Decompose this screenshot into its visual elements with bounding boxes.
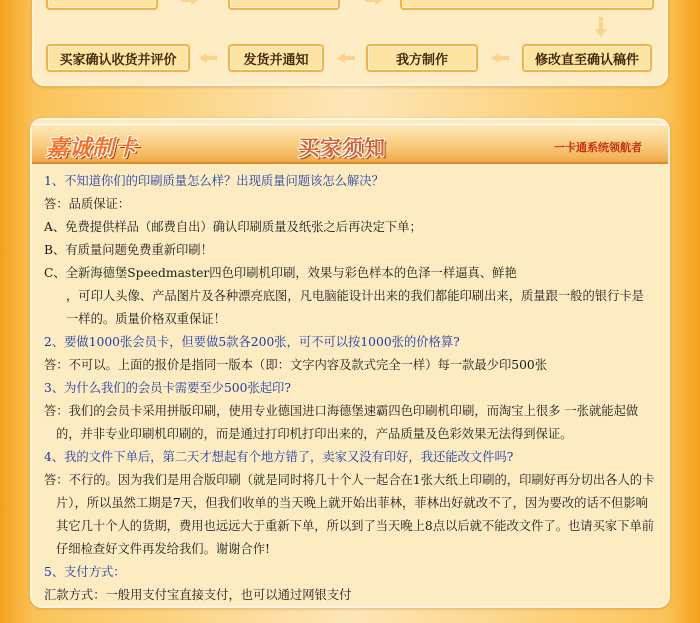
faq-answer-2: 答：不可以。上面的报价是指同一版本（即：文字内容及款式完全一样）每一款最少印500张	[44, 358, 548, 372]
arrow-left-icon	[336, 52, 356, 64]
faq-answer-4: 答：不行的。因为我们是用合版印刷（就是同时将几十个人一起合在1张大纸上印刷的，印刷好再分切出各人的卡片），所以虽然工期是7天，但我们收单的当天晚上就开始出菲林，菲林出好就改不了，因为要改的话不但影响其它几十个人的货期，费用也远远大于重新下单，所以到了当天晚上8点以后就不能改文件了。也请买家下单前仔细检查好文件再发给我们。谢谢合作!	[44, 473, 655, 556]
faq-answer-1-item-b: B、有质量问题免费重新印刷！	[44, 243, 213, 257]
faq-question-1: 1、不知道你们的印刷质量怎么样？出现质量问题该怎么解决？	[44, 174, 384, 188]
faq-question-4: 4、我的文件下单后，第二天才想起有个地方错了，卖家又没有印好，我还能改文件吗?	[44, 450, 514, 464]
notice-title: 买家须知	[298, 136, 386, 160]
notice-slogan: 一卡通系统领航者	[554, 141, 642, 154]
arrow-right-icon	[364, 0, 384, 6]
faq-answer-3: 答：我们的会员卡采用拼版印刷，使用专业德国进口海德堡速霸四色印刷机印刷，而淘宝上很多 一张就能起做的，并非专业印刷机印刷的，而是通过打印机打印出来的，产品质量及色彩效果无法得到保证。	[44, 404, 639, 441]
step-revise-confirm: 修改直至确认稿件	[522, 44, 652, 72]
faq-answer-1-item-c: C、全新海德堡Speedmaster四色印刷机印刷，效果与彩色样本的色泽一样逼真、鲜艳	[44, 266, 517, 280]
process-step-partial-3	[400, 0, 654, 10]
faq-answer-1-item-c-continued: ，可印人头像、产品图片及各种漂亮底图，凡电脑能设计出来的我们都能印刷出来，质量跟一般的银行卡是一样的。质量价格双重保证！	[66, 289, 644, 326]
step-shipping-notify: 发货并通知	[228, 44, 324, 72]
faq-answer-1-heading: 答：品质保证：	[44, 197, 131, 211]
arrow-left-icon	[490, 52, 510, 64]
process-step-partial-1	[46, 0, 158, 10]
faq-question-5: 5、支付方式：	[44, 565, 126, 579]
arrow-right-icon	[180, 0, 200, 6]
brand-logo: 嘉诚制卡	[46, 136, 139, 161]
faq-question-3: 3、为什么我们的会员卡需要至少500张起印?	[44, 381, 291, 395]
process-step-partial-2	[228, 0, 340, 10]
faq-answer-5: 汇款方式：一般用支付宝直接支付，也可以通过网银支付	[44, 588, 352, 602]
arrow-down-icon	[594, 16, 608, 38]
faq-content	[44, 170, 660, 607]
buyer-notice-panel	[30, 118, 670, 608]
faq-answer-1-item-a: A、免费提供样品（邮费自出）确认印刷质量及纸张之后再决定下单；	[44, 220, 422, 234]
step-buyer-confirm: 买家确认收货并评价	[46, 44, 190, 72]
step-production: 我方制作	[366, 44, 478, 72]
notice-header-bar	[32, 124, 668, 164]
arrow-left-icon	[198, 52, 218, 64]
process-panel	[32, 0, 668, 86]
faq-question-2: 2、要做1000张会员卡，但要做5款各200张，可不可以按1000张的价格算?	[44, 335, 460, 349]
